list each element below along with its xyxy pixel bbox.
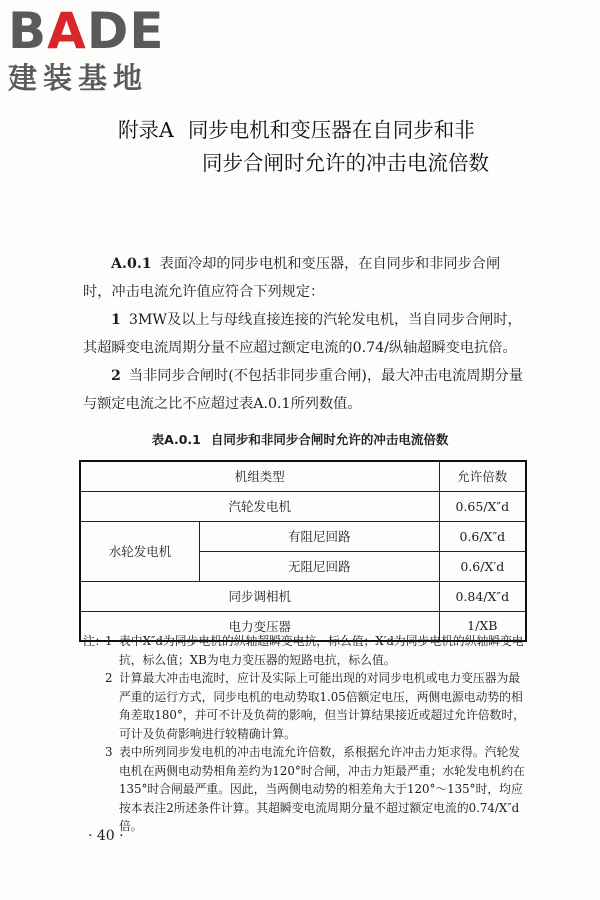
item-number: 2 bbox=[111, 368, 121, 384]
header-cell-type: 机组类型 bbox=[80, 461, 439, 491]
clause-number: A.0.1 bbox=[111, 256, 152, 272]
table-row bbox=[80, 581, 526, 611]
item-text: 当非同步合闸时(不包括非同步重合闸)，最大冲击电流周期分量与额定电流之比不应超过表A.0.1所列数值。 bbox=[83, 368, 524, 412]
cell-group: 水轮发电机 bbox=[80, 521, 200, 581]
cell-value: 1/XB bbox=[439, 611, 526, 641]
table-row bbox=[80, 521, 526, 551]
appendix-label: 附录A bbox=[118, 118, 174, 142]
table-caption bbox=[0, 430, 600, 448]
note-3 bbox=[83, 743, 529, 836]
note-2 bbox=[83, 669, 529, 743]
cell-subtype: 无阻尼回路 bbox=[200, 551, 440, 581]
item-number: 1 bbox=[111, 312, 121, 328]
clause-intro bbox=[83, 250, 523, 306]
title-line-1: 同步电机和变压器在自同步和非 bbox=[187, 118, 475, 142]
cell-type: 同步调相机 bbox=[80, 581, 439, 611]
appendix-title bbox=[118, 114, 489, 180]
clause-a01 bbox=[83, 250, 523, 418]
table-caption-number: 表A.0.1 bbox=[151, 432, 201, 447]
page-number: · 40 · bbox=[88, 828, 124, 844]
cell-type: 汽轮发电机 bbox=[80, 491, 439, 521]
note-number: 3 bbox=[105, 745, 113, 759]
inrush-current-table bbox=[79, 460, 527, 642]
logo-subtitle: 建装基地 bbox=[8, 61, 149, 95]
cell-value: 0.6/X″d bbox=[439, 521, 526, 551]
note-1 bbox=[83, 632, 529, 669]
logo-wordmark: BADE bbox=[8, 2, 165, 60]
clause-item-2 bbox=[83, 362, 523, 418]
header-cell-value: 允许倍数 bbox=[439, 461, 526, 491]
table-notes bbox=[83, 632, 529, 836]
clause-text: 表面冷却的同步电机和变压器，在自同步和非同步合闸时，冲击电流允许值应符合下列规定： bbox=[83, 256, 501, 300]
note-text: 计算最大冲击电流时，应计及实际上可能出现的对同步电机或电力变压器为最严重的运行方式，同步电机的电动势取1.05倍额定电压，两侧电源电动势的相角差取180°，并可不计及负荷的影响，但当计算结果接近或超过允许倍数时，可计及负荷影响进行较精确计算。 bbox=[119, 671, 525, 741]
table-header-row bbox=[80, 461, 526, 491]
title-line-2: 同步合闸时允许的冲击电流倍数 bbox=[202, 151, 489, 175]
cell-value: 0.65/X″d bbox=[439, 491, 526, 521]
item-text: 3MW及以上与母线直接连接的汽轮发电机，当自同步合闸时，其超瞬变电流周期分量不应超过额定电流的0.74/纵轴超瞬变电抗倍。 bbox=[83, 312, 522, 356]
cell-value: 0.84/X″d bbox=[439, 581, 526, 611]
notes-label: 注： bbox=[83, 634, 107, 648]
cell-value: 0.6/X′d bbox=[439, 551, 526, 581]
table-row bbox=[80, 491, 526, 521]
note-number: 1 bbox=[105, 634, 113, 648]
brand-logo bbox=[8, 4, 178, 96]
note-text: 表中所列同步发电机的冲击电流允许倍数，系根据允许冲击力矩求得。汽轮发电机在两侧电动势相角差约为120°时合闸，冲击力矩最严重；水轮发电机约在135°时合闸最严重。因此，当两侧电动势的相差角大于120°～135°时，均应按本表注2所述条件计算。其超瞬变电流周期分量不超过额定电流的0.74/X″d倍。 bbox=[119, 745, 525, 833]
clause-item-1 bbox=[83, 306, 523, 362]
note-number: 2 bbox=[105, 671, 113, 685]
cell-type: 电力变压器 bbox=[80, 611, 439, 641]
cell-subtype: 有阻尼回路 bbox=[200, 521, 440, 551]
note-text: 表中X″d为同步电机的纵轴超瞬变电抗，标么值；X′d为同步电机的纵轴瞬变电抗，标么值；XB为电力变压器的短路电抗，标么值。 bbox=[119, 634, 524, 667]
table-caption-text: 自同步和非同步合闸时允许的冲击电流倍数 bbox=[210, 432, 449, 447]
